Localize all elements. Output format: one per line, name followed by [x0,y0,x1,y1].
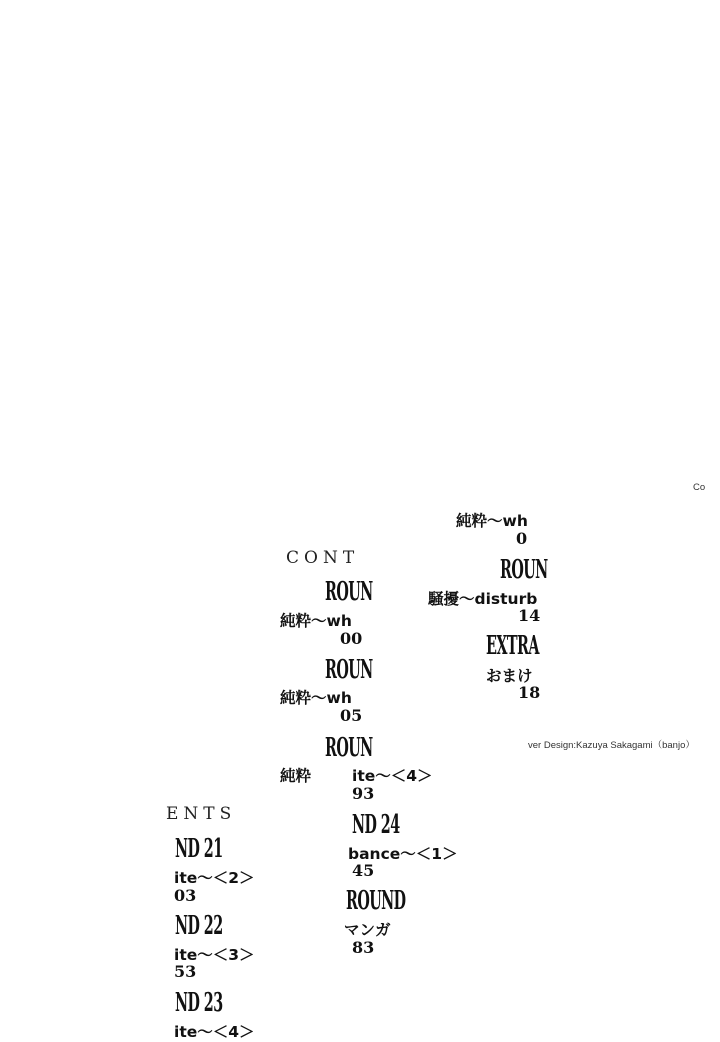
chapter-subtitle: 純粋～wh [456,512,528,530]
page-number: 53 [174,962,197,981]
round-heading: ROUND [346,886,406,916]
page-number: 00 [340,629,363,648]
round-heading: ND 24 [352,810,400,840]
page-number: 03 [174,886,197,905]
chapter-subtitle: おまけ [486,667,533,685]
chapter-subtitle: ite～＜4＞ [352,767,433,785]
chapter-subtitle: ite～＜4＞ [174,1023,255,1041]
contents-fragment-a [420,505,548,705]
contents-title: ENTS [166,804,237,824]
chapter-subtitle: bance～＜1＞ [348,845,458,863]
page-number: 83 [352,938,375,957]
round-heading: ROUN [325,733,373,763]
page-number: 14 [518,606,541,625]
chapter-subtitle: 純粋 [280,767,312,785]
contents-fragment-b [278,545,373,785]
round-heading: ROUN [500,555,548,585]
round-heading: ND 23 [175,988,223,1018]
contents-fragment-d [166,800,267,1041]
chapter-subtitle: ite～＜2＞ [174,869,255,887]
round-heading: ND 21 [175,834,223,864]
credit-text-top: Co [693,482,706,493]
contents-title: CONT [286,548,360,568]
round-heading: ROUN [325,577,373,607]
chapter-subtitle: マンガ [344,921,391,939]
credit-fragment-top [690,478,720,498]
cover-design-credit: ver Design:Kazuya Sakagami（banjo） [528,740,695,751]
round-heading: ND 22 [175,911,223,941]
page-number: 18 [518,683,541,702]
cover-credit-fragment [528,735,698,753]
contents-fragment-c [344,762,470,962]
page-number: 45 [352,861,375,880]
extra-heading: EXTRA [486,631,539,661]
chapter-subtitle: 純粋～wh [280,689,352,707]
page-number: 93 [352,784,375,803]
page-number: 0 [516,529,528,548]
chapter-subtitle: ite～＜3＞ [174,946,255,964]
page-number: 05 [340,706,363,725]
chapter-subtitle: 純粋～wh [280,612,352,630]
round-heading: ROUN [325,655,373,685]
chapter-subtitle: 騒擾～disturb [428,590,538,608]
